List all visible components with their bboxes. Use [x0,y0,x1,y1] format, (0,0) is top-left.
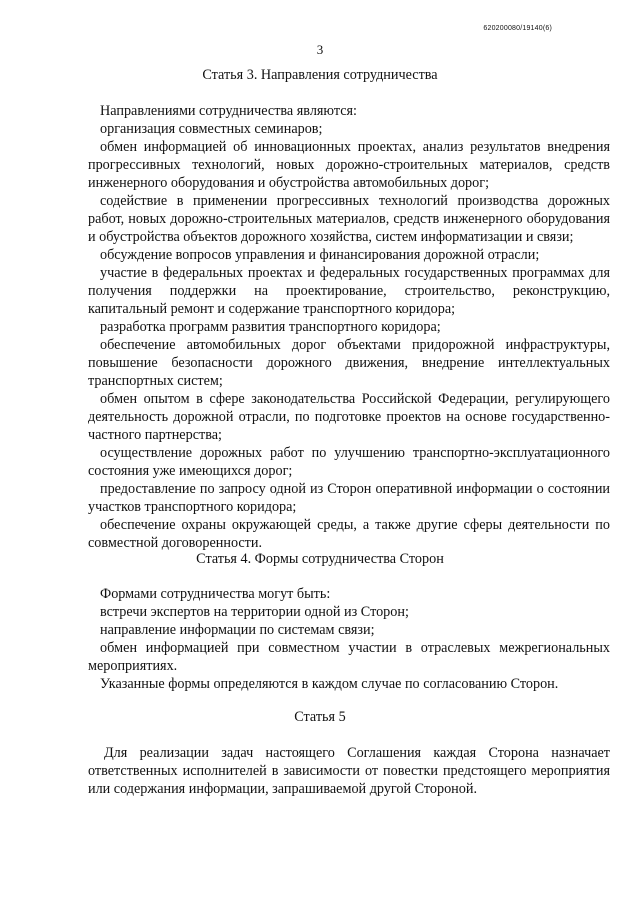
article-4-title: Статья 4. Формы сотрудничества Сторон [196,551,444,567]
paragraph: содействие в применении прогрессивных технологий производства дорожных работ, новых дорожно-строительных материалов, средств инженерного оборудования и обустройства объектов дорожного хозяйства, систем информатизации и связи; [88,193,610,245]
paragraph: Формами сотрудничества могут быть: [100,586,331,602]
paragraph: обмен информацией об инновационных проектах, анализ результатов внедрения прогрессивных технологий, новых дорожно-строительных материалов, средств инженерного оборудования и обустройства автомобильных дорог; [88,139,610,191]
article-3-title: Статья 3. Направления сотрудничества [202,67,438,83]
paragraph: направление информации по системам связи; [100,622,375,638]
paragraph: организация совместных семинаров; [100,121,323,137]
paragraph: участие в федеральных проектах и федеральных государственных программах для получения поддержки на проектирование, строительство, реконструкцию, капитальный ремонт и содержание транспортного коридора; [88,265,610,317]
paragraph: предоставление по запросу одной из Сторон оперативной информации о состоянии участков транспортного коридора; [88,481,610,515]
paragraph: обмен опытом в сфере законодательства Российской Федерации, регулирующего деятельность дорожной отрасли, по подготовке проектов на основе государственно-частного партнерства; [88,391,610,443]
paragraph: обмен информацией при совместном участии в отраслевых межрегиональных мероприятиях. [88,640,610,674]
paragraph: обсуждение вопросов управления и финансирования дорожной отрасли; [100,247,540,263]
article-4-body [88,585,610,693]
page-number: 3 [316,42,324,57]
paragraph: Указанные формы определяются в каждом случае по согласованию Сторон. [100,676,559,692]
paragraph: разработка программ развития транспортного коридора; [100,319,441,335]
article-3-body [88,102,610,552]
paragraph: Для реализации задач настоящего Соглашения каждая Сторона назначает ответственных исполнителей в зависимости от повестки предстоящего мероприятия или содержания информации, запрашиваемой другой Стороной. [88,745,610,797]
document-number: 620200080/19140(6) [483,25,552,32]
paragraph: обеспечение автомобильных дорог объектами придорожной инфраструктуры, повышение безопасности дорожного движения, внедрение интеллектуальных транспортных систем; [88,337,610,389]
paragraph: осуществление дорожных работ по улучшению транспортно-эксплуатационного состояния уже имеющихся дорог; [88,445,610,479]
paragraph: Направлениями сотрудничества являются: [100,103,357,119]
paragraph: встречи экспертов на территории одной из Сторон; [100,604,409,620]
article-5-body [88,744,610,798]
article-5-title: Статья 5 [294,709,346,725]
paragraph: обеспечение охраны окружающей среды, а также другие сферы деятельности по совместной договоренности. [88,517,610,551]
